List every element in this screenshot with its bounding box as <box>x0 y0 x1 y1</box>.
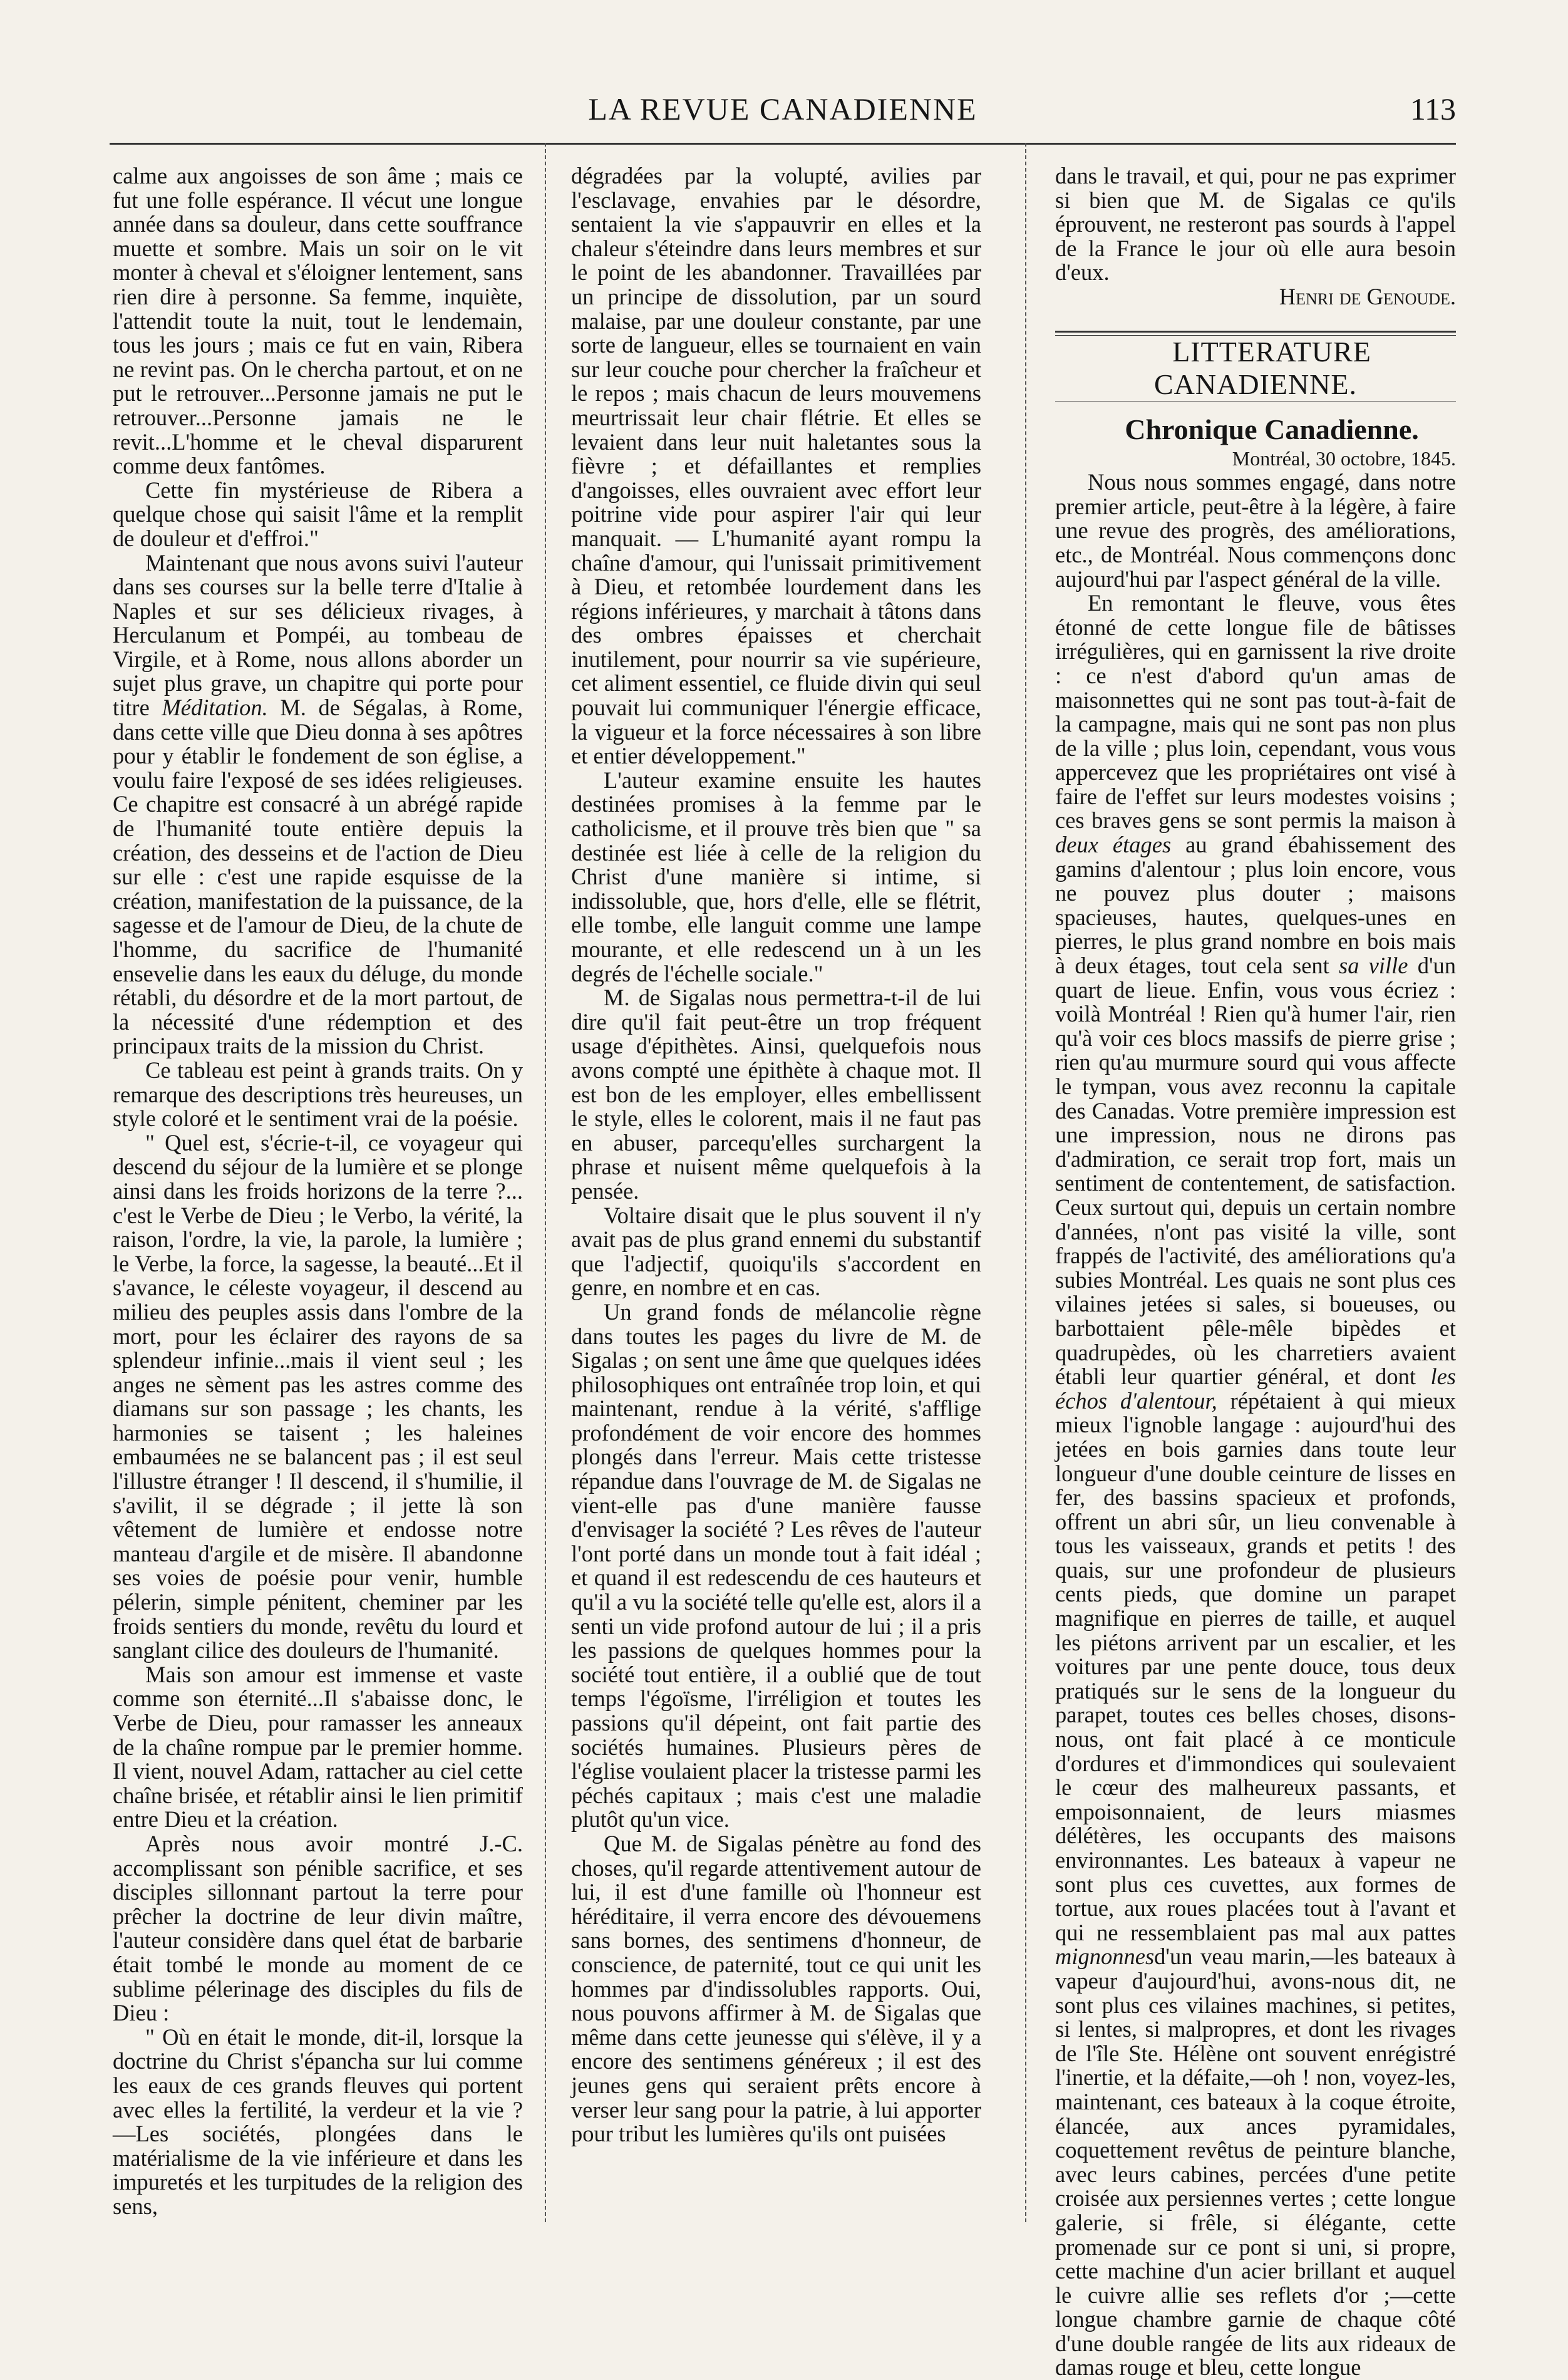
col3-p3-b: au grand ébahissement des gamins d'alentour ; plus loin encore, vous ne pouvez plus douter ; maisons spacieuses, hautes, quelques-unes en pierres, le plus grand nombre en bois mais à deux étages, tout cela sent <box>1055 832 1456 979</box>
author-signature: Henri de Genoude. <box>1279 283 1456 309</box>
column-3 <box>1055 163 1457 2380</box>
col3-p3-italic-1: deux étages <box>1055 832 1172 858</box>
col1-paragraph-2: Cette fin mystérieuse de Ribera a quelque chose qui saisit l'âme et la remplit de douleur et d'effroi." <box>113 477 523 551</box>
col1-paragraph-8: " Où en était le monde, dit-il, lorsque la doctrine du Christ s'épancha sur lui comme les eaux de ces grands fleuves qui portent avec elles la fertilité, la verdeur et la vie ? —Les sociétés, plongées dans le matérialisme de la vie inférieure et dans les impuretés et les turpitudes de la religion des sens, <box>113 2024 523 2219</box>
publication-title: LA REVUE CANADIENNE <box>588 91 977 127</box>
col2-paragraph-2: L'auteur examine ensuite les hautes destinées promises à la femme par le catholicisme, et il prouve très bien que " sa destinée est liée à celle de la religion du Christ d'une manière si intime, si indissoluble, que, hors d'elle, elle se flétrit, elle tombe, elle languit comme une lampe mourante, et elle redescend un à un les degrés de l'échelle sociale." <box>571 767 981 986</box>
col1-paragraph-6: Mais son amour est immense et vaste comme son éternité...Il s'abaisse donc, le Verbe de Dieu, pour ramasser les anneaux de la chaîne rompue par le premier homme. Il vient, nouvel Adam, rattacher au ciel cette chaîne brisée, et rétablir ainsi le lien primitif entre Dieu et la création. <box>113 1661 523 1833</box>
column-divider-2 <box>1025 143 1026 2222</box>
col3-paragraph-3 <box>1055 591 1456 2380</box>
col1-paragraph-7: Après nous avoir montré J.-C. accomplissant son pénible sacrifice, et ses disciples sillonnant partout la terre pour prêcher la doctrine de leur divin maître, l'auteur considère dans quel état de barbarie était tombé le monde au moment de ce sublime pélerinage des disciples du fils de Dieu : <box>113 1830 523 2026</box>
col2-paragraph-3: M. de Sigalas nous permettra-t-il de lui dire qu'il fait peut-être un trop fréquent usage d'épithètes. Ainsi, quelquefois nous avons compté une épithète à chaque mot. Il est bon de les employer, elles embellissent le style, elles le colorent, mais il ne faut pas en abuser, parcequ'elles surchargent la phrase et nuisent même quelquefois à la pensée. <box>571 985 981 1204</box>
col3-p3-a: En remontant le fleuve, vous êtes étonné de cette longue file de bâtisses irrégulières, qui en garnissent la rive droite : ce n'est d'abord qu'un amas de maisonnettes qui ne sont pas tout-à-fait de la campagne, mais qui ne sont pas non plus de la ville ; plus loin, cependant, vous vous appercevez que les propriétaires ont visé à faire de l'effet sur leurs modestes voisins ; ces braves gens se sont permis la maison à <box>1055 590 1456 834</box>
col1-p3-rest: M. de Ségalas, à Rome, dans cette ville que Dieu donna à ses apôtres pour y établir le fondement de son église, a voulu faire l'exposé de ses idées religieuses. Ce chapitre est consacré à un abrégé rapide de l'humanité toute entière depuis la création, des desseins et de l'action de Dieu sur elle : c'est une rapide esquisse de la création, manifestation de la puissance, de la sagesse et de l'amour de Dieu, de la chute de l'homme, du sacrifice de l'humanité ensevelie dans les eaux du déluge, du monde rétabli, du désordre et de la mort partout, de la nécessité d'une rédemption et des principaux traits de la mission du Christ. <box>113 695 523 1059</box>
col2-paragraph-4: Voltaire disait que le plus souvent il n'y avait pas de plus grand ennemi du substantif que l'adjectif, quoiqu'ils s'accordent en genre, en nombre et en cas. <box>571 1202 981 1301</box>
col3-p3-italic-4: mignonnes <box>1055 1943 1155 1970</box>
col3-p3-e: d'un veau marin,—les bateaux à vapeur d'aujourd'hui, avons-nous dit, ne sont plus ces vilaines machines, si petites, si lentes, si malpropres, et dont les rivages de l'île Ste. Hélène ont souvent enrégistré l'inertie, et la défaite,—oh ! non, voyez-les, maintenant, ces bateaux à la coque étroite, élancée, aux ances pyramidales, coquettement revêtus de peinture blanche, avec leurs cabines, percées d'une petite croisée aux persiennes vertes ; cette longue galerie, si frêle, si élégante, cette promenade sur ce pont si uni, si propre, cette machine d'un acier brillant et auquel le cuivre allie ses reflets d'or ;—cette longue chambre garnie de chaque côté d'une double rangée de lits aux rideaux de damas rouge et bleu, cette longue <box>1055 1943 1456 2380</box>
article-dateline: Montréal, 30 octobre, 1845. <box>1232 447 1456 470</box>
header-rule <box>110 143 1456 145</box>
col3-p3-italic-2: sa ville <box>1339 953 1408 979</box>
column-divider-1 <box>545 143 546 2222</box>
col3-p3-c: d'un quart de lieue. Enfin, vous vous écriez : voilà Montréal ! Rien qu'à humer l'air, rien qu'à voir ces blocs massifs de pierre grise ; rien qu'au murmure sourd qui vous affecte le tympan, vous avez reconnu la capitale des Canadas. Votre première impression est une impression, nous ne dirons pas d'admiration, ce serait trop fort, mais un sentiment de contentement, de satisfaction. Ceux surtout qui, depuis un certain nombre d'années, n'ont pas visité la ville, sont frappés de l'activité, des améliorations qu'a subies Montréal. Les quais ne sont plus ces vilaines jetées si sales, si boueuses, ou barbottaient pêle-mêle bipèdes et quadrupèdes, où les charretiers avaient établi leur quartier général, et dont <box>1055 953 1457 1390</box>
col2-paragraph-6: Que M. de Sigalas pénètre au fond des choses, qu'il regarde attentivement autour de lui, il est d'une famille où l'honneur est héréditaire, il verra encore des dévouemens sans bornes, des sentimens d'honneur, de conscience, de paternité, tout ce qui unit les hommes par d'indissolubles rapports. Oui, nous pouvons affirmer à M. de Sigalas que même dans cette jeunesse qui s'élève, il y a encore des sentimens généreux ; il est des jeunes gens qui seraient prêts encore à verser leur sang pour la patrie, à lui apporter pour tribut les lumières qu'ils ont puisées <box>571 1830 981 2147</box>
page-header <box>110 91 1456 141</box>
col3-p3-d: répétaient à qui mieux mieux l'ignoble langage : aujourd'hui des jetées en bois garnies dans toute leur longueur d'une double ceinture de lisses en fer, des bassins spacieux et profonds, offrent un abri sûr, un lieu convenable à tous les vaisseaux, grands et petits ! des quais, sur une profondeur de plusieurs cents pieds, que domine un parapet magnifique en pierres de taille, et auquel les piétons arrivent par un escalier, et les voitures par une pente douce, tous deux pratiqués sur le sens de la longueur du parapet, toutes ces belles choses, disons-nous, ont fait placé à ce monticule d'ordures et d'immondices qui soulevaient le cœur des malheureux passants, et empoisonnaient, de leurs miasmes délétères, les occupants des maisons environnantes. Les bateaux à vapeur ne sont plus ces cuvettes, aux formes de tortue, aux roues placées tout à l'avant et qui ne ressemblaient pas mal aux pattes <box>1055 1387 1456 1945</box>
col1-paragraph-4: Ce tableau est peint à grands traits. On y remarque des descriptions très heureuses, un style coloré et le sentiment vrai de la poésie. <box>113 1057 523 1132</box>
col3-paragraph-2: Nous nous sommes engagé, dans notre premier article, peut-être à la légère, à faire une revue des progrès, des améliorations, etc., de Montréal. Nous commençons donc aujourd'hui par l'aspect général de la ville. <box>1055 469 1456 592</box>
col3-paragraph-1: dans le travail, et qui, pour ne pas exprimer si bien que M. de Sigalas ce qu'ils éprouvent, ne resteront pas sourds à l'appel de la France le jour où elle aura besoin d'eux. <box>1055 163 1456 286</box>
section-rule-thick <box>1055 331 1456 333</box>
section-title: LITTERATURE CANADIENNE. <box>1153 335 1371 400</box>
page-number: 113 <box>1410 91 1456 127</box>
column-2 <box>571 164 981 2225</box>
col2-paragraph-1: dégradées par la volupté, avilies par l'esclavage, envahies par le désordre, sentaient la vie s'appauvrir en elles et la chaleur s'éteindre dans leurs membres et sur le point de les abandonner. Travaillées par un principe de dissolution, par un sourd malaise, par une douleur constante, par une sorte de langueur, elles se tournaient en vain sur leur couche pour chercher la fraîcheur et le repos ; mais chacun de leurs mouvemens meurtrissait leur chair flétrie. Et elles se levaient dans leur nuit haletantes sous la fièvre ; et défaillantes et remplies d'angoisses, elles ouvraient avec effort leur poitrine vide pour aspirer l'air qui leur manquait. — L'humanité ayant rompu la chaîne d'amour, qui l'unissait primitivement à Dieu, et retombée lourdement dans les régions inférieures, y marchait à tâtons dans des ombres épaisses et cherchait inutilement, pour nourrir sa vie supérieure, cet aliment essentiel, ce fluide divin qui seul pouvait lui communiquer l'énergie efficace, la vigueur et la force nécessaires à son libre et entier développement." <box>571 163 981 769</box>
column-1 <box>113 164 523 2225</box>
col1-paragraph-5: " Quel est, s'écrie-t-il, ce voyageur qui descend du séjour de la lumière et se plonge ainsi dans les froids horizons de la terre ?... c'est le Verbe de Dieu ; le Verbo, la vérité, la raison, l'ordre, la vie, la parole, la lumière ; le Verbe, la force, la sagesse, la beauté...Et il s'avance, le céleste voyageur, il descend au milieu des peuples assis dans l'ombre de la mort, pour les éclairer des rayons de sa splendeur infinie...mais il vient seul ; les anges ne sèment pas les astres comme des diamans sur son passage ; les chants, les harmonies se taisent ; les haleines embaumées ne se balancent pas ; il est seul l'illustre étranger ! Il descend, il s'humilie, il s'avilit, il se dégrade ; il jette là son vêtement de lumière et endosse notre manteau d'argile et de misère. Il abandonne ses voies de poésie pour venir, humble pélerin, simple pénitent, cheminer par les froids sentiers du monde, revêtu du lourd et sanglant cilice des douleurs de l'humanité. <box>113 1129 523 1663</box>
col1-p3-italic: Méditation. <box>162 695 268 721</box>
col2-paragraph-5: Un grand fonds de mélancolie règne dans toutes les pages du livre de M. de Sigalas ; on sent une âme que quelques idées philosophiques ont entraînée trop loin, et qui maintenant, rendue à la vérité, s'afflige profondément de voir encore des hommes plongés dans l'erreur. Mais cette tristesse répandue dans l'ouvrage de M. de Sigalas ne vient-elle pas d'une manière fausse d'envisager la société ? Les rêves de l'auteur l'ont porté dans un monde tout à fait idéal ; et quand il est redescendu de ces hauteurs et qu'il a vu la société telle qu'elle est, alors il a senti un vide profond autour de lui ; il a pris les passions de quelques hommes pour la société tout entière, il a oublié que de tout temps l'égoïsme, l'irréligion et toutes les passions qu'il dépeint, ont fait partie des sociétés humaines. Plusieurs pères de l'église voulaient placer la tristesse parmi les péchés capitaux ; mais c'est une maladie plutôt qu'un vice. <box>571 1298 981 1833</box>
col1-paragraph-3 <box>113 551 523 1058</box>
article-title: Chronique Canadienne. <box>1125 413 1419 445</box>
col1-p3-text: Maintenant que nous avons suivi l'auteur dans ses courses sur la belle terre d'Italie à Naples et sur ses délicieux rivages, à Herculanum et Pompéi, au tombeau de Virgile, et à Rome, nous allons aborder un sujet plus grave, un chapitre qui porte pour titre <box>113 549 523 721</box>
col3-p3-italic-3: les échos d'alentour, <box>1055 1363 1456 1414</box>
col1-paragraph-1: calme aux angoisses de son âme ; mais ce fut une folle espérance. Il vécut une longue année dans sa douleur, dans cette souffrance muette et sombre. Mais un soir on le vit monter à cheval et s'éloigner lentement, sans rien dire à personne. Sa femme, inquiète, l'attendit toute la nuit, tout le lendemain, tous les jours ; mais ce fut en vain, Ribera ne revint pas. On le chercha partout, et on ne put le retrouver...Personne jamais ne put le retrouver...Personne jamais ne le revit...L'homme et le cheval disparurent comme deux fantômes. <box>113 163 523 479</box>
